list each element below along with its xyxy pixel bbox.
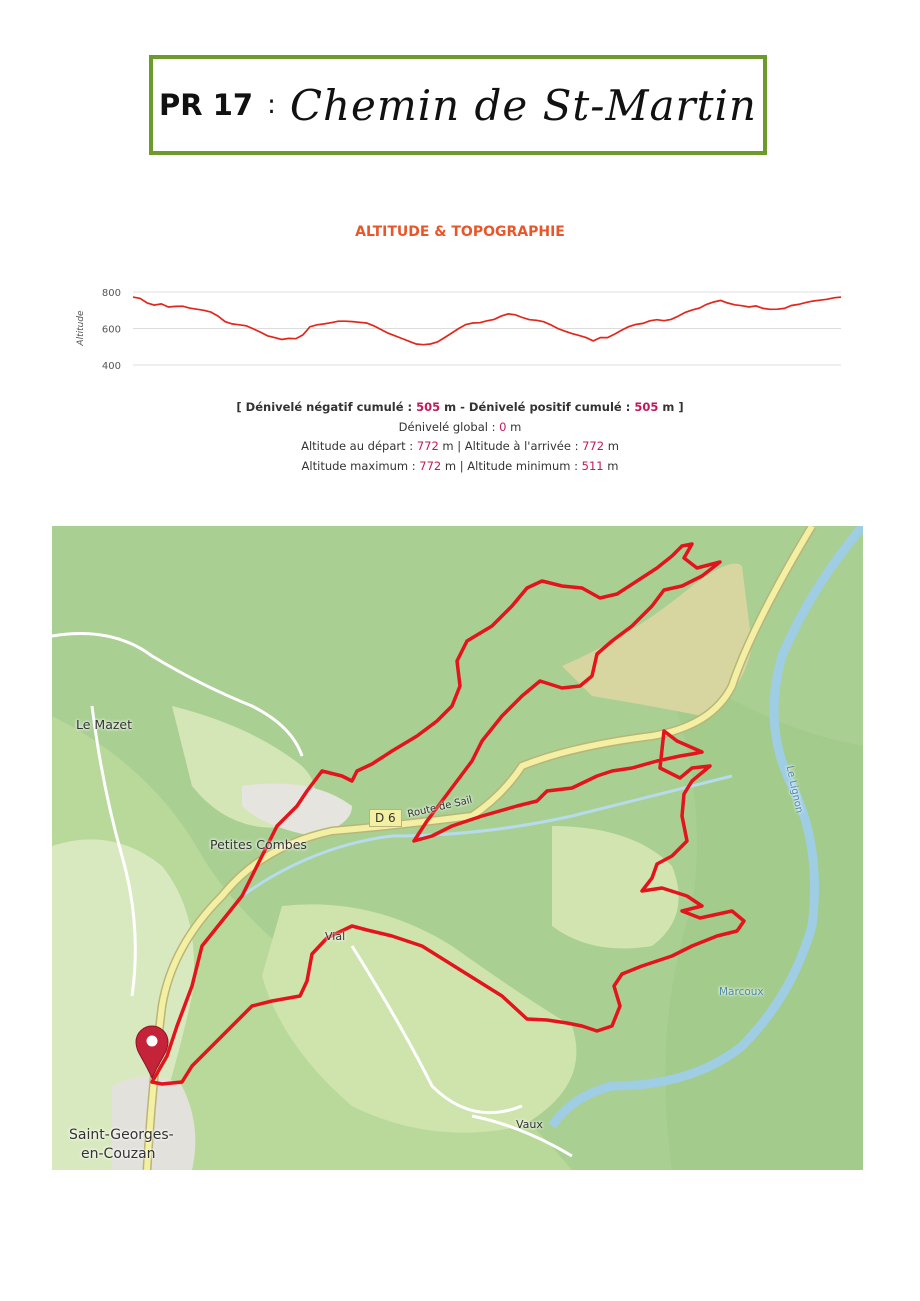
max-label: Altitude maximum : <box>301 458 420 473</box>
elevation-chart <box>70 280 845 380</box>
min-value: 511 <box>581 458 604 473</box>
place-label-saint-georges-line1: Saint-Georges- <box>69 1127 174 1143</box>
stats-close: m ] <box>658 400 684 414</box>
neg-label: [ Dénivelé négatif cumulé : <box>236 400 417 414</box>
depart-label: Altitude au départ : <box>301 439 417 453</box>
stats-line-depart <box>0 437 920 457</box>
y-tick-label: 400 <box>101 361 121 372</box>
y-tick-label: 600 <box>101 324 121 336</box>
global-value: 0 <box>499 419 507 434</box>
elevation-stats <box>0 398 920 476</box>
arrivee-value: 772 <box>582 439 605 453</box>
trail-map[interactable] <box>52 526 863 1170</box>
stats-line-global <box>0 418 920 438</box>
y-tick-label: 800 <box>101 288 121 299</box>
route-code: PR 17 <box>159 88 254 122</box>
arrivee-label: m | Altitude à l'arrivée : <box>438 439 583 453</box>
pos-label: m - Dénivelé positif cumulé : <box>440 400 635 414</box>
pos-value: 505 <box>634 400 659 414</box>
depart-value: 772 <box>416 439 439 453</box>
place-label-le-mazet: Le Mazet <box>76 717 133 732</box>
place-label-vial: Vial <box>325 930 346 943</box>
title-box <box>149 55 767 155</box>
place-label-saint-georges-line2: en-Couzan <box>81 1146 156 1162</box>
title-separator: : <box>267 90 276 120</box>
neg-value: 505 <box>416 400 441 414</box>
place-label-marcoux: Marcoux <box>719 986 764 998</box>
min-unit: m <box>603 458 619 473</box>
min-label: m | Altitude minimum : <box>441 458 582 473</box>
stats-line-cumul <box>0 398 920 418</box>
global-unit: m <box>506 419 522 434</box>
place-label-petites-combes: Petites Combes <box>210 837 307 852</box>
stats-line-minmax <box>0 457 920 477</box>
global-label: Dénivelé global : <box>398 419 500 434</box>
altitude-series-line <box>133 297 841 345</box>
map-canvas <box>52 526 863 1170</box>
river-label-le-lignon: Le Lignon <box>783 764 805 815</box>
section-title: ALTITUDE & TOPOGRAPHIE <box>355 224 565 240</box>
road-label-route-de-sail: Route de Sail <box>406 794 474 821</box>
max-value: 772 <box>419 458 442 473</box>
y-axis-label: Altitude <box>76 310 86 346</box>
place-label-vaux: Vaux <box>516 1118 543 1131</box>
arrivee-unit: m <box>604 439 619 453</box>
road-badge-d6: D 6 <box>369 809 402 827</box>
route-name: Chemin de St-Martin <box>289 80 757 130</box>
